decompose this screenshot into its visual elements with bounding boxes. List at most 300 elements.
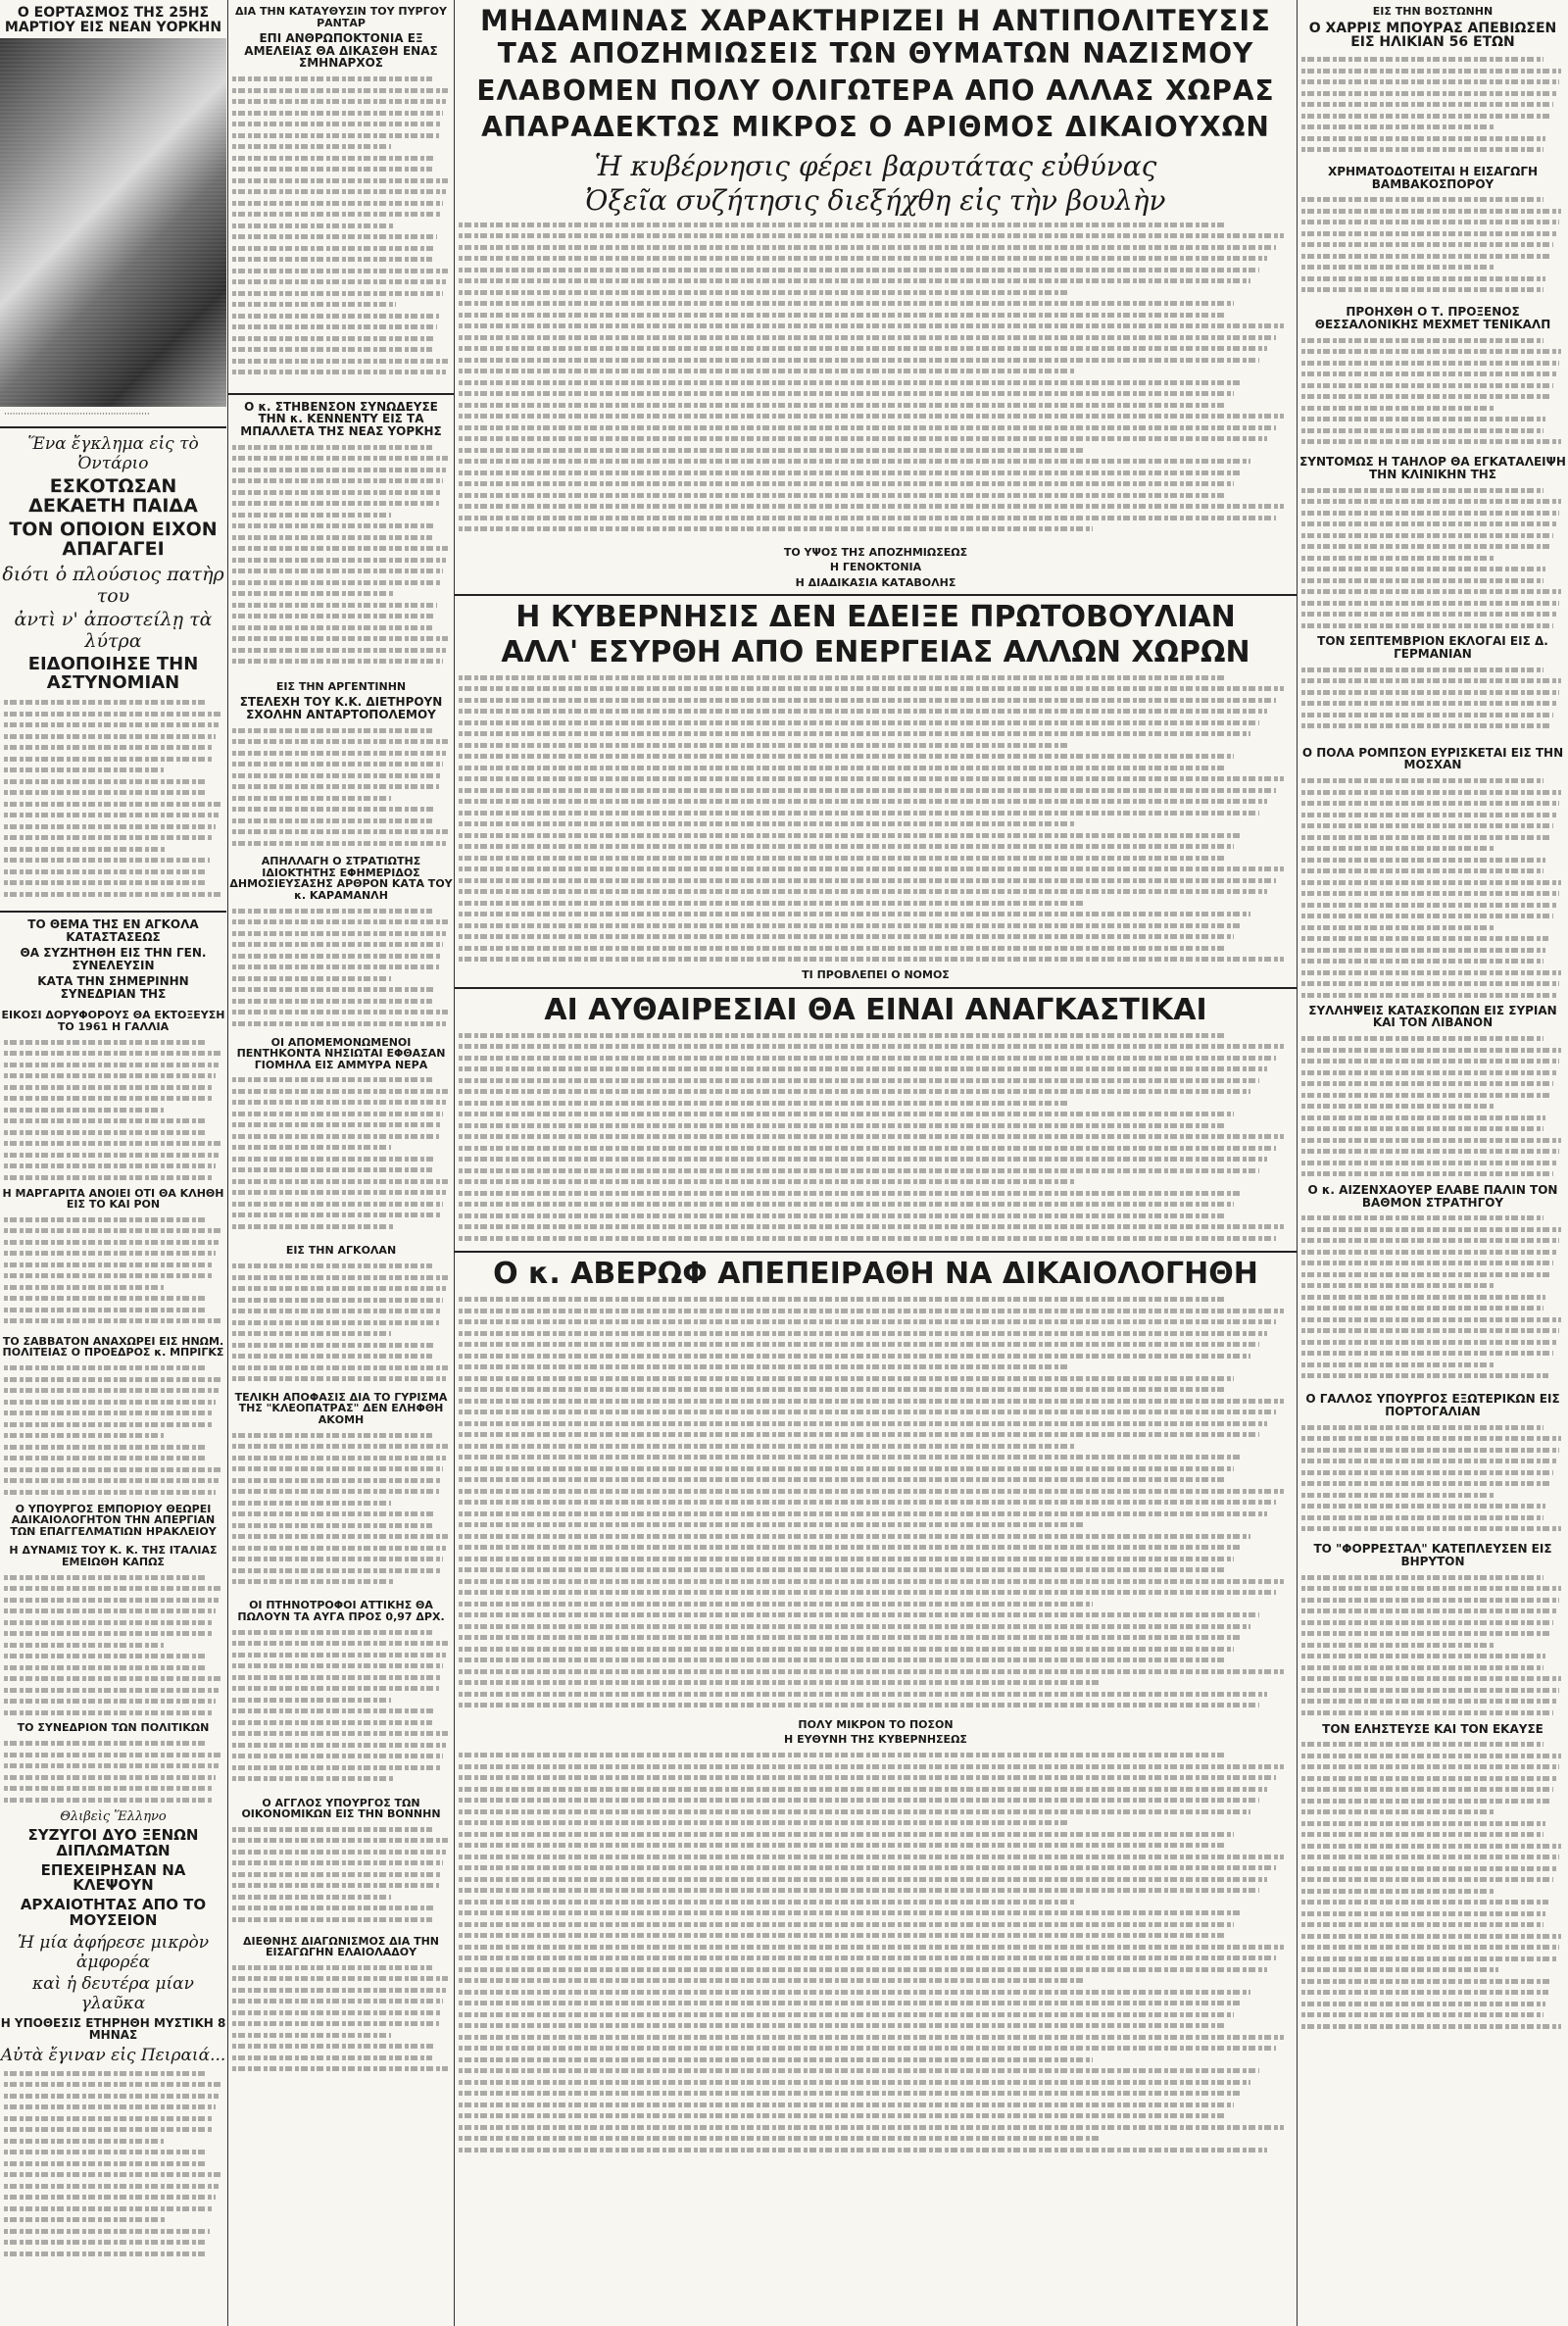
text-line — [232, 1717, 450, 1729]
text-line — [1301, 956, 1564, 967]
text-line — [4, 1760, 222, 1772]
text-line-ink — [232, 347, 432, 352]
text-line — [4, 787, 222, 799]
text-line — [1301, 1466, 1564, 1478]
text-line-ink — [4, 1228, 220, 1233]
text-line — [4, 1037, 222, 1049]
text-line-ink — [232, 784, 439, 789]
text-line — [4, 1651, 222, 1662]
text-line — [459, 1930, 1293, 1942]
text-line-ink — [459, 448, 1084, 453]
text-line-ink — [459, 1078, 1259, 1083]
text-line-ink — [459, 766, 1226, 770]
text-line — [232, 107, 450, 119]
text-line-ink — [232, 324, 437, 329]
text-line-ink — [459, 1101, 1067, 1106]
article-body — [232, 1962, 450, 2080]
text-line-ink — [232, 1917, 432, 1922]
text-line — [1301, 1258, 1564, 1269]
text-line-ink — [1301, 1643, 1494, 1648]
text-line-ink — [1301, 417, 1545, 421]
text-line — [4, 1248, 222, 1260]
text-line — [1301, 1135, 1564, 1147]
text-line-ink — [1301, 623, 1553, 628]
text-line-ink — [232, 942, 443, 947]
text-line-ink — [4, 892, 220, 897]
text-line — [1301, 1874, 1564, 1886]
text-line-ink — [1301, 556, 1494, 561]
text-line — [459, 1497, 1293, 1509]
text-line — [4, 1408, 222, 1419]
text-line-ink — [232, 445, 432, 450]
headline: ΤΕΛΙΚΗ ΑΠΟΦΑΣΙΣ ΔΙΑ ΤΟ ΓΥΡΙΣΜΑ ΤΗΣ "ΚΛΕΟΠΑΤΡΑΣ" ΔΕΝ ΕΛΗΦΘΗ ΑΚΟΜΗ — [234, 1390, 448, 1426]
text-line-ink — [232, 1478, 441, 1483]
text-line-ink — [459, 1511, 1267, 1516]
text-line-ink — [1301, 1373, 1548, 1378]
text-line-ink — [4, 745, 214, 750]
text-line — [459, 1862, 1293, 1874]
text-line-ink — [459, 1466, 1234, 1471]
text-line-ink — [1301, 1911, 1545, 1916]
text-line — [459, 1760, 1293, 1772]
text-line — [459, 2099, 1293, 2110]
text-line — [232, 2030, 450, 2042]
text-line — [1301, 1067, 1564, 1079]
text-line-ink — [1301, 589, 1561, 594]
text-line-ink — [232, 580, 441, 585]
text-line — [459, 2088, 1293, 2100]
text-line — [232, 1119, 450, 1131]
text-line-ink — [1301, 1436, 1561, 1441]
text-line — [232, 367, 450, 378]
text-line — [459, 1655, 1293, 1666]
text-line-ink — [1301, 668, 1544, 672]
text-line-ink — [232, 1145, 391, 1150]
article-body — [232, 1824, 450, 1932]
text-line-ink — [459, 1764, 1284, 1769]
text-line — [1301, 1123, 1564, 1135]
text-line-ink — [232, 76, 432, 81]
text-line — [1301, 144, 1564, 156]
text-line — [1301, 564, 1564, 575]
headline: ΑΠΗΛΛΑΓΗ Ο ΣΤΡΑΤΙΩΤΗΣ ΙΔΙΟΚΤΗΤΗΣ ΕΦΗΜΕΡΙΔΟΣ ΔΗΜΟΣΙΕΥΣΑΣΗΣ ΑΡΘΡΟΝ ΚΑΤΑ ΤΟΥ κ. ΚΑΡΑΜΑΝΛΗ — [229, 855, 453, 903]
text-line-ink — [459, 1933, 1226, 1938]
text-line — [232, 254, 450, 266]
text-line-ink — [1301, 1126, 1544, 1131]
article-body — [1301, 1572, 1564, 1719]
text-line-ink — [1301, 488, 1544, 493]
headline: ΕΙΚΟΣΙ ΔΟΡΥΦΟΡΟΥΣ ΘΑ ΕΚΤΟΞΕΥΣΗ ΤΟ 1961 Η ΓΑΛΛΙΑ — [1, 1009, 225, 1034]
text-line — [459, 1975, 1293, 1987]
text-line-ink — [232, 1212, 441, 1217]
article-body — [4, 2068, 222, 2264]
subheadline: Ἡ μία ἀφήρεσε μικρὸν ἀμφορέα — [17, 1932, 210, 1972]
text-line-ink — [459, 1477, 1226, 1482]
text-line-ink — [459, 223, 1226, 227]
text-line-ink — [1301, 1138, 1561, 1143]
text-line-ink — [1301, 1048, 1561, 1053]
text-line-ink — [1301, 948, 1545, 953]
text-line — [1301, 1247, 1564, 1259]
text-line-ink — [459, 1309, 1284, 1313]
text-line — [232, 1824, 450, 1836]
text-line-ink — [459, 346, 1267, 351]
text-line — [459, 513, 1293, 524]
text-line-ink — [232, 1077, 432, 1082]
text-line — [4, 2226, 222, 2238]
text-line — [459, 2076, 1293, 2088]
text-line-ink — [4, 1753, 220, 1757]
text-line-ink — [232, 2021, 439, 2026]
headline: Ο ΓΑΛΛΟΣ ΥΠΟΥΡΓΟΣ ΕΞΩΤΕΡΙΚΩΝ ΕΙΣ ΠΟΡΤΟΓΑΛΙΑΝ — [1305, 1392, 1560, 1418]
text-line — [232, 2053, 450, 2064]
text-line-ink — [232, 1444, 448, 1449]
text-line-ink — [1301, 361, 1559, 366]
text-line — [232, 951, 450, 963]
text-line-ink — [4, 1763, 219, 1768]
text-line — [232, 1638, 450, 1650]
text-line — [232, 174, 450, 186]
text-line-ink — [1301, 79, 1559, 84]
text-line — [4, 832, 222, 844]
text-line-ink — [4, 1654, 207, 1658]
text-line — [232, 2007, 450, 2019]
text-line-ink — [459, 425, 1276, 430]
text-line-ink — [1301, 114, 1551, 119]
text-line-ink — [232, 1872, 441, 1877]
text-line — [232, 1018, 450, 1030]
section-label: Η ΕΥΘΥΝΗ ΤΗΣ ΚΥΒΕΡΝΗΣΕΩΣ — [784, 1733, 967, 1747]
text-line-ink — [1301, 242, 1553, 247]
text-line — [459, 807, 1293, 818]
text-line — [1301, 529, 1564, 541]
text-line — [232, 1306, 450, 1317]
text-line-ink — [459, 698, 1276, 703]
section-label: ΤΙ ΠΡΟΒΛΕΠΕΙ Ο ΝΟΜΟΣ — [802, 968, 950, 982]
text-line-ink — [4, 1262, 214, 1267]
celebration-photo — [0, 38, 226, 407]
text-line-ink — [232, 1663, 443, 1668]
text-line-ink — [1301, 903, 1556, 908]
text-line-ink — [4, 2184, 219, 2189]
text-line-ink — [232, 2066, 448, 2071]
text-line-ink — [1301, 835, 1551, 840]
text-line-ink — [1301, 1526, 1561, 1531]
text-line-ink — [4, 1598, 219, 1603]
text-line — [4, 1060, 222, 1071]
text-line-ink — [459, 313, 1226, 318]
article-body — [232, 1627, 450, 1794]
text-line — [1301, 1113, 1564, 1124]
text-line-ink — [1301, 1776, 1556, 1781]
text-line-ink — [1301, 349, 1561, 354]
text-line — [459, 1339, 1293, 1351]
text-line — [1301, 586, 1564, 598]
text-line-ink — [459, 776, 1284, 781]
text-line-ink — [232, 1224, 393, 1229]
text-line — [459, 388, 1293, 400]
text-line — [4, 2203, 222, 2215]
text-line-ink — [459, 720, 1259, 725]
text-line — [4, 1225, 222, 1237]
text-line — [459, 298, 1293, 310]
text-line — [459, 1407, 1293, 1418]
text-line-ink — [232, 1731, 448, 1736]
text-line — [232, 141, 450, 153]
text-line-ink — [1301, 287, 1544, 292]
text-line-ink — [1301, 1036, 1544, 1041]
text-line — [232, 1328, 450, 1340]
text-line — [459, 1840, 1293, 1852]
text-line-ink — [1301, 1115, 1545, 1120]
text-line-ink — [1301, 57, 1544, 62]
text-line — [232, 543, 450, 555]
text-line-ink — [232, 818, 432, 823]
text-line-ink — [459, 1342, 1259, 1347]
text-line — [232, 197, 450, 209]
text-line-ink — [232, 314, 439, 319]
subheadline: Ὀξεῖα συζήτησις διεξήχθη εἰς τὴν βουλὴν — [585, 183, 1166, 217]
text-line-ink — [1301, 1171, 1553, 1176]
text-line-ink — [4, 1631, 212, 1636]
text-line — [1301, 1919, 1564, 1931]
text-line-ink — [459, 1354, 1250, 1359]
text-line — [459, 310, 1293, 322]
text-line — [1301, 1033, 1564, 1045]
text-line — [459, 1294, 1293, 1306]
text-line-ink — [232, 603, 437, 608]
text-line-ink — [1301, 91, 1556, 96]
text-line — [1301, 899, 1564, 911]
text-line-ink — [459, 811, 1259, 816]
text-line — [232, 1857, 450, 1869]
text-line — [459, 2031, 1293, 2043]
text-line — [1301, 2021, 1564, 2033]
text-line-ink — [232, 523, 434, 528]
text-line-ink — [459, 2091, 1243, 2096]
text-line — [459, 1316, 1293, 1328]
text-line — [232, 962, 450, 973]
text-line — [4, 798, 222, 810]
text-line-ink — [232, 1579, 393, 1584]
text-line — [1301, 1954, 1564, 1965]
text-line — [232, 265, 450, 276]
text-line-ink — [232, 919, 448, 924]
text-line-ink — [232, 1720, 432, 1725]
text-line — [232, 475, 450, 487]
text-line-ink — [232, 807, 434, 812]
text-line-ink — [459, 912, 1250, 916]
text-line-ink — [4, 1108, 164, 1113]
text-line — [459, 919, 1293, 931]
text-line-ink — [1301, 578, 1544, 583]
text-line — [459, 468, 1293, 479]
text-line-ink — [1301, 1504, 1545, 1509]
text-line — [459, 1677, 1293, 1689]
text-line-ink — [232, 999, 432, 1004]
text-line-ink — [232, 1895, 391, 1900]
text-line — [4, 2124, 222, 2136]
text-line-ink — [459, 856, 1226, 861]
text-line-ink — [232, 829, 448, 834]
article-body — [1301, 54, 1564, 162]
text-line-ink — [232, 1850, 446, 1855]
text-line-ink — [1301, 1665, 1544, 1670]
text-line — [1301, 507, 1564, 519]
text-line-ink — [232, 1534, 448, 1539]
headline: Ο ΥΠΟΥΡΓΟΣ ΕΜΠΟΡΙΟΥ ΘΕΩΡΕΙ ΑΔΙΚΑΙΟΛΟΓΗΤΟΝ ΤΗΝ ΑΠΕΡΓΙΑΝ ΤΩΝ ΕΠΑΓΓΕΛΜΑΤΙΩΝ ΗΡΑΚΛΕΙΟΥ — [10, 1502, 217, 1538]
text-line — [232, 1164, 450, 1176]
text-line-ink — [459, 1545, 1243, 1550]
text-line — [459, 230, 1293, 242]
headline: ΧΡΗΜΑΤΟΔΟΤΕΙΤΑΙ Η ΕΙΣΑΓΩΓΗ ΒΑΜΒΑΚΟΣΠΟΡΟΥ — [1327, 164, 1539, 191]
text-line — [1301, 1897, 1564, 1908]
text-line — [232, 611, 450, 622]
text-line — [1301, 1999, 1564, 2010]
text-line — [4, 1696, 222, 1707]
text-line-ink — [459, 1489, 1284, 1494]
text-line-ink — [459, 957, 1284, 962]
text-line-ink — [1301, 880, 1561, 885]
subheadline: ἀντὶ ν' ἀποστείλῃ τὰ λύτρα — [14, 609, 213, 653]
article-body — [4, 1571, 222, 1718]
article-body — [232, 724, 450, 852]
text-line — [4, 1475, 222, 1487]
text-line — [459, 1361, 1293, 1373]
text-line-ink — [459, 1056, 1276, 1061]
text-line-ink — [232, 1743, 446, 1748]
text-line-ink — [232, 931, 446, 936]
text-line — [232, 1996, 450, 2007]
photo-headline: Ο ΕΟΡΤΑΣΜΟΣ ΤΗΣ 25ΗΣ ΜΑΡΤΙΟΥ ΕΙΣ ΝΕΑΝ ΥΟΡΚΗΝ — [4, 5, 222, 35]
banner-headline: ΜΗΔΑΜΙΝΑΣ ΧΑΡΑΚΤΗΡΙΖΕΙ Η ΑΝΤΙΠΟΛΙΤΕΥΣΙΣ — [480, 4, 1271, 37]
text-line — [232, 1869, 450, 1881]
text-line — [1301, 710, 1564, 721]
headline: ΤΟ ΣΑΒΒΑΤΟΝ ΑΝΑΧΩΡΕΙ ΕΙΣ ΗΝΩΜ. ΠΟΛΙΤΕΙΑΣ Ο ΠΡΟΕΔΡΟΣ κ. ΜΠΡΙΓΚΣ — [2, 1334, 224, 1360]
text-line-ink — [459, 1112, 1234, 1116]
text-line — [459, 942, 1293, 954]
text-line-ink — [232, 1630, 432, 1635]
text-line-ink — [4, 700, 205, 705]
article-body — [1301, 775, 1564, 1001]
article-body — [459, 671, 1293, 965]
text-line — [232, 939, 450, 951]
text-line — [232, 1429, 450, 1441]
text-line-ink — [232, 2044, 434, 2049]
text-line — [232, 588, 450, 600]
subheadline: Ἡ κυβέρνησις φέρει βαρυτάτας εὐθύνας — [594, 149, 1157, 182]
text-line-ink — [232, 1860, 443, 1865]
divider — [0, 911, 226, 913]
article-body — [1301, 665, 1564, 743]
text-line — [232, 1351, 450, 1362]
text-line-ink — [4, 2139, 164, 2144]
text-line — [459, 2110, 1293, 2122]
text-line — [459, 1176, 1293, 1188]
text-line-ink — [232, 1754, 443, 1758]
column-2 — [228, 0, 454, 2326]
text-line-ink — [1301, 1295, 1545, 1300]
text-line — [1301, 1852, 1564, 1863]
text-line — [459, 706, 1293, 718]
text-line-ink — [4, 1285, 164, 1290]
text-line-ink — [232, 965, 439, 969]
text-line-ink — [459, 1775, 1276, 1780]
text-line-ink — [232, 291, 443, 296]
text-line — [459, 1109, 1293, 1120]
text-line-ink — [459, 1624, 1250, 1629]
text-line — [459, 321, 1293, 332]
text-line-ink — [459, 2035, 1284, 2040]
text-line — [4, 708, 222, 719]
text-line — [4, 1795, 222, 1806]
text-line-ink — [459, 504, 1284, 509]
text-line — [232, 633, 450, 645]
text-line-ink — [1301, 1238, 1559, 1243]
text-line — [1301, 1235, 1564, 1247]
text-line — [232, 1962, 450, 1974]
text-line — [4, 2113, 222, 2125]
text-line — [232, 1142, 450, 1154]
text-line-ink — [459, 2012, 1234, 2017]
text-line — [1301, 552, 1564, 564]
text-line-ink — [459, 2080, 1250, 2085]
text-line-ink — [4, 1318, 220, 1323]
text-line — [1301, 921, 1564, 933]
text-line-ink — [459, 709, 1267, 714]
text-line — [232, 577, 450, 589]
column-6 — [1298, 0, 1568, 2326]
text-line-ink — [459, 2046, 1276, 2051]
text-line — [1301, 1101, 1564, 1113]
text-line — [232, 119, 450, 130]
text-line — [4, 1430, 222, 1442]
text-line — [459, 242, 1293, 254]
text-line — [1301, 1751, 1564, 1762]
text-line-ink — [232, 796, 391, 801]
text-line-ink — [232, 246, 434, 251]
text-line-ink — [232, 1376, 446, 1381]
text-line — [1301, 786, 1564, 798]
text-line-ink — [459, 1455, 1243, 1460]
text-line-ink — [4, 1400, 216, 1405]
headline: ΕΙΣ ΤΗΝ ΑΡΓΕΝΤΙΝΗΝ — [275, 679, 407, 693]
text-line — [1301, 1280, 1564, 1292]
text-line-ink — [4, 1217, 205, 1222]
text-line-ink — [1301, 406, 1494, 411]
text-line — [459, 1429, 1293, 1441]
text-line-ink — [232, 841, 446, 846]
text-line-ink — [232, 614, 434, 619]
text-line-ink — [459, 1900, 1076, 1905]
text-line-ink — [459, 1236, 1276, 1241]
text-line — [1301, 1456, 1564, 1467]
text-line — [4, 1305, 222, 1316]
text-line — [232, 1892, 450, 1904]
text-line-ink — [232, 223, 393, 228]
text-line-ink — [4, 1063, 219, 1067]
text-line-ink — [232, 133, 439, 138]
text-line-ink — [459, 1843, 1226, 1848]
article-body — [4, 1037, 222, 1184]
text-line — [1301, 1685, 1564, 1697]
text-line — [232, 96, 450, 108]
text-line-ink — [4, 1699, 216, 1704]
text-line — [459, 1896, 1293, 1907]
text-line-ink — [4, 2161, 205, 2166]
text-line-ink — [232, 513, 391, 518]
text-line — [459, 220, 1293, 231]
